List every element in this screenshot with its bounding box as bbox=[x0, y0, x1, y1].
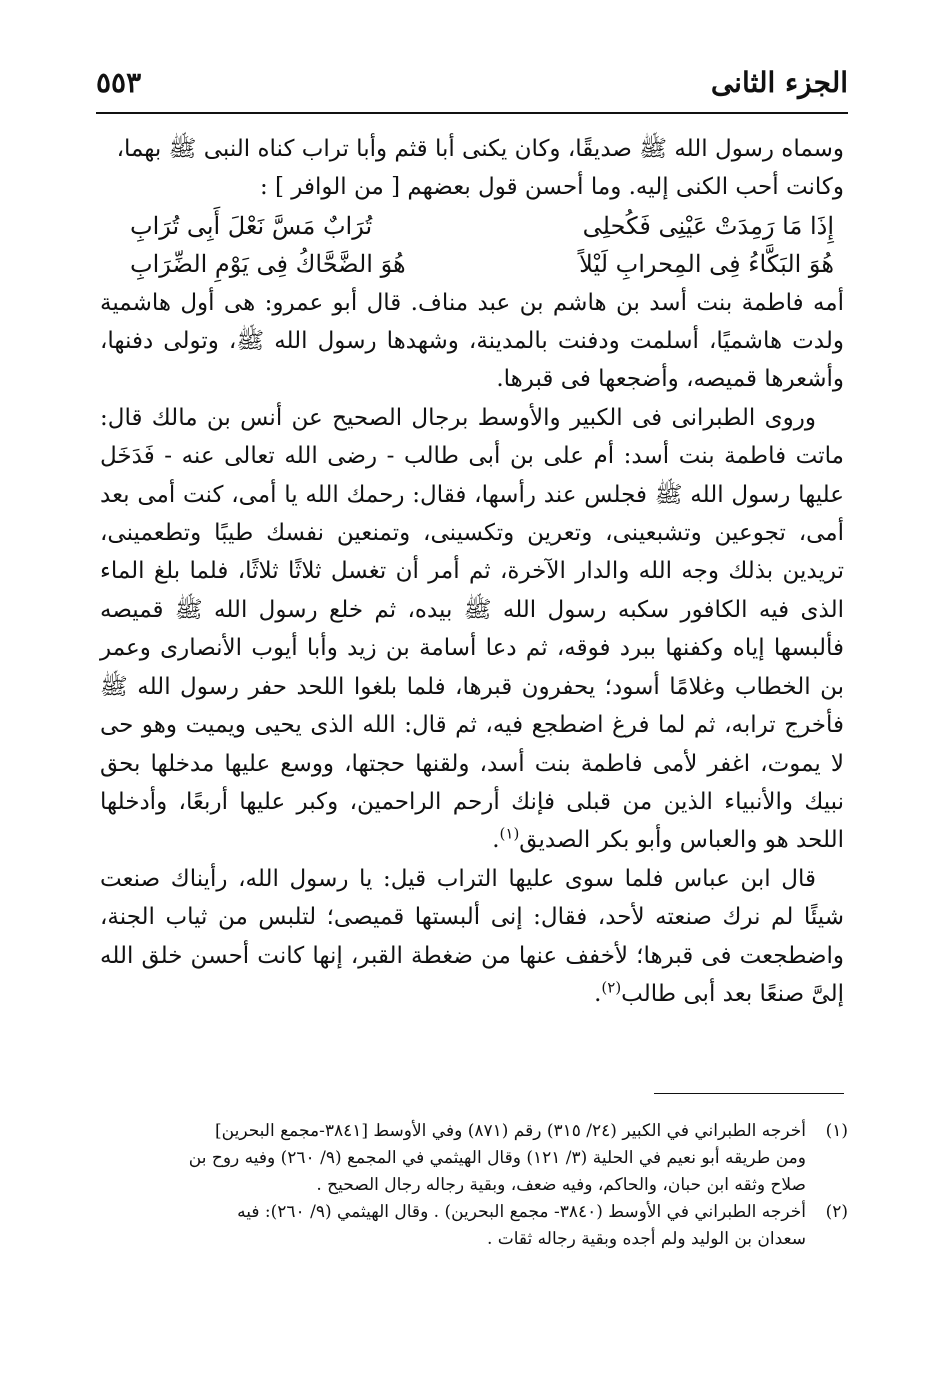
poem-verse-1 bbox=[100, 207, 844, 245]
paragraph-ibn-abbas-text: قال ابن عباس فلما سوى عليها التراب قيل: يا رسول الله، رأيناك صنعت شيئًا لم نرك صنعته لأحد، فقال: إنى ألبستها قميصى؛ لتلبس من ثياب الجنة، واضطجعت فى قبرها؛ لأخفف عنها من ضغطة القبر، إنها كانت أحسن خلق الله إلىَّ صنعًا بعد أبى طالب bbox=[100, 865, 844, 1007]
footnote-1-number: (١) bbox=[825, 1121, 848, 1141]
footnote-1 bbox=[96, 1118, 848, 1199]
footnotes bbox=[96, 1118, 848, 1253]
verse-1-first-hemistich: إِذَا مَا رَمِدَتْ عَيْنِى فَكُحلِى bbox=[582, 211, 834, 240]
running-title: الجزء الثانى bbox=[710, 65, 848, 99]
footnote-1-line-2: ومن طريقه أبو نعيم في الحلية (٣/ ١٢١) وقال الهيثمي في المجمع (٩/ ٢٦٠) وفيه روح بن bbox=[188, 1148, 806, 1168]
footnote-1-line-3: صلاح وثقه ابن حبان، والحاكم، وفيه ضعف، وبقية رجاله رجال الصحيح . bbox=[316, 1175, 806, 1195]
footnote-ref-2[interactable]: (٢) bbox=[601, 978, 622, 997]
verse-1-second-hemistich: تُرَابٌ مَسَّ نَعْلَ أَبِى تُرَابِ bbox=[130, 211, 373, 240]
footnote-2-line-1: أخرجه الطبراني في الأوسط (٣٨٤٠- مجمع البحرين) . وقال الهيثمي (٩/ ٢٦٠): فيه bbox=[237, 1202, 806, 1222]
footnote-1-line-1: أخرجه الطبراني في الكبير (٢٤/ ٣١٥) رقم (٨٧١) وفي الأوسط [٣٨٤١-مجمع البحرين] bbox=[215, 1121, 806, 1141]
sentence-end: . bbox=[594, 980, 602, 1007]
page-number: ٥٥٣ bbox=[96, 65, 142, 99]
main-text bbox=[100, 130, 844, 1013]
footnote-separator bbox=[654, 1093, 844, 1094]
footnote-2-number: (٢) bbox=[825, 1202, 848, 1222]
paragraph-mother: أمه فاطمة بنت أسد بن هاشم بن عبد مناف. قال أبو عمرو: هى أول هاشمية ولدت هاشميًا، أسلمت ودفنت بالمدينة، وشهدها رسول الله ﷺ، وتولى دفنها، وأشعرها قميصه، وأضجعها فى قبرها. bbox=[100, 289, 844, 393]
page-header bbox=[96, 60, 848, 104]
sentence-end: . bbox=[492, 827, 500, 854]
header-rule bbox=[96, 112, 848, 114]
paragraph-tabarani-narration bbox=[100, 399, 844, 860]
verse-2-first-hemistich: هُوَ البَكَّاءُ فِى المِحرابِ لَيْلاً bbox=[579, 250, 834, 279]
footnote-2-line-2: سعدان بن الوليد ولم أجده وبقية رجاله ثقات . bbox=[486, 1229, 806, 1249]
footnote-ref-1[interactable]: (١) bbox=[499, 824, 520, 843]
paragraph-ibn-abbas bbox=[100, 860, 844, 1014]
footnote-2 bbox=[96, 1199, 848, 1253]
verse-2-second-hemistich: هُوَ الضَّحَّاكُ فِى يَوْمِ الضِّرَابِ bbox=[130, 250, 406, 279]
poem-verse-2 bbox=[100, 245, 844, 283]
paragraph-intro-line-1: وسماه رسول الله ﷺ صديقًا، وكان يكنى أبا قثم وأبا تراب كناه النبى ﷺ بهما، bbox=[116, 136, 844, 162]
paragraph-tabarani-text: وروى الطبرانى فى الكبير والأوسط برجال الصحيح عن أنس بن مالك قال: ماتت فاطمة بنت أسد: أم على بن أبى طالب - رضى الله تعالى عنه - فَدَخَل عليها رسول الله ﷺ فجلس عند رأسها، فقال: رحمك الله يا أمى، كنت أمى بعد أمى، تجوعين وتشبعينى، وتعرين وتكسينى، وتمنعين نفسك طيبًا وتطعمينى، تريدين بذلك وجه الله والدار الآخرة، ثم أمر أن تغسل ثلاثًا ثلاثًا، فلما بلغ الماء الذى فيه الكافور سكبه رسول الله ﷺ بيده، ثم خلع رسول الله ﷺ قميصه فألبسها إياه وكفنها ببرد فوقه، ثم دعا أسامة بن زيد وأبا أيوب الأنصارى وعمر بن الخطاب وغلامًا أسود؛ يحفرون قبرها، فلما بلغوا اللحد حفر رسول الله ﷺ فأخرج ترابه، ثم لما فرغ اضطجع فيه، ثم قال: الله الذى يحيى ويميت وهو حى لا يموت، اغفر لأمى فاطمة بنت أسد، ولقنها حجتها، ووسع عليها مدخلها بحق نبيك والأنبياء الذين من قبلى فإنك أرحم الراحمين، وكبر عليها أربعًا، وأدخلها اللحد هو والعباس وأبو بكر الصديق bbox=[100, 404, 844, 854]
paragraph-intro-line-2: وكانت أحب الكنى إليه. وما أحسن قول بعضهم [ من الوافر ] : bbox=[259, 174, 844, 201]
